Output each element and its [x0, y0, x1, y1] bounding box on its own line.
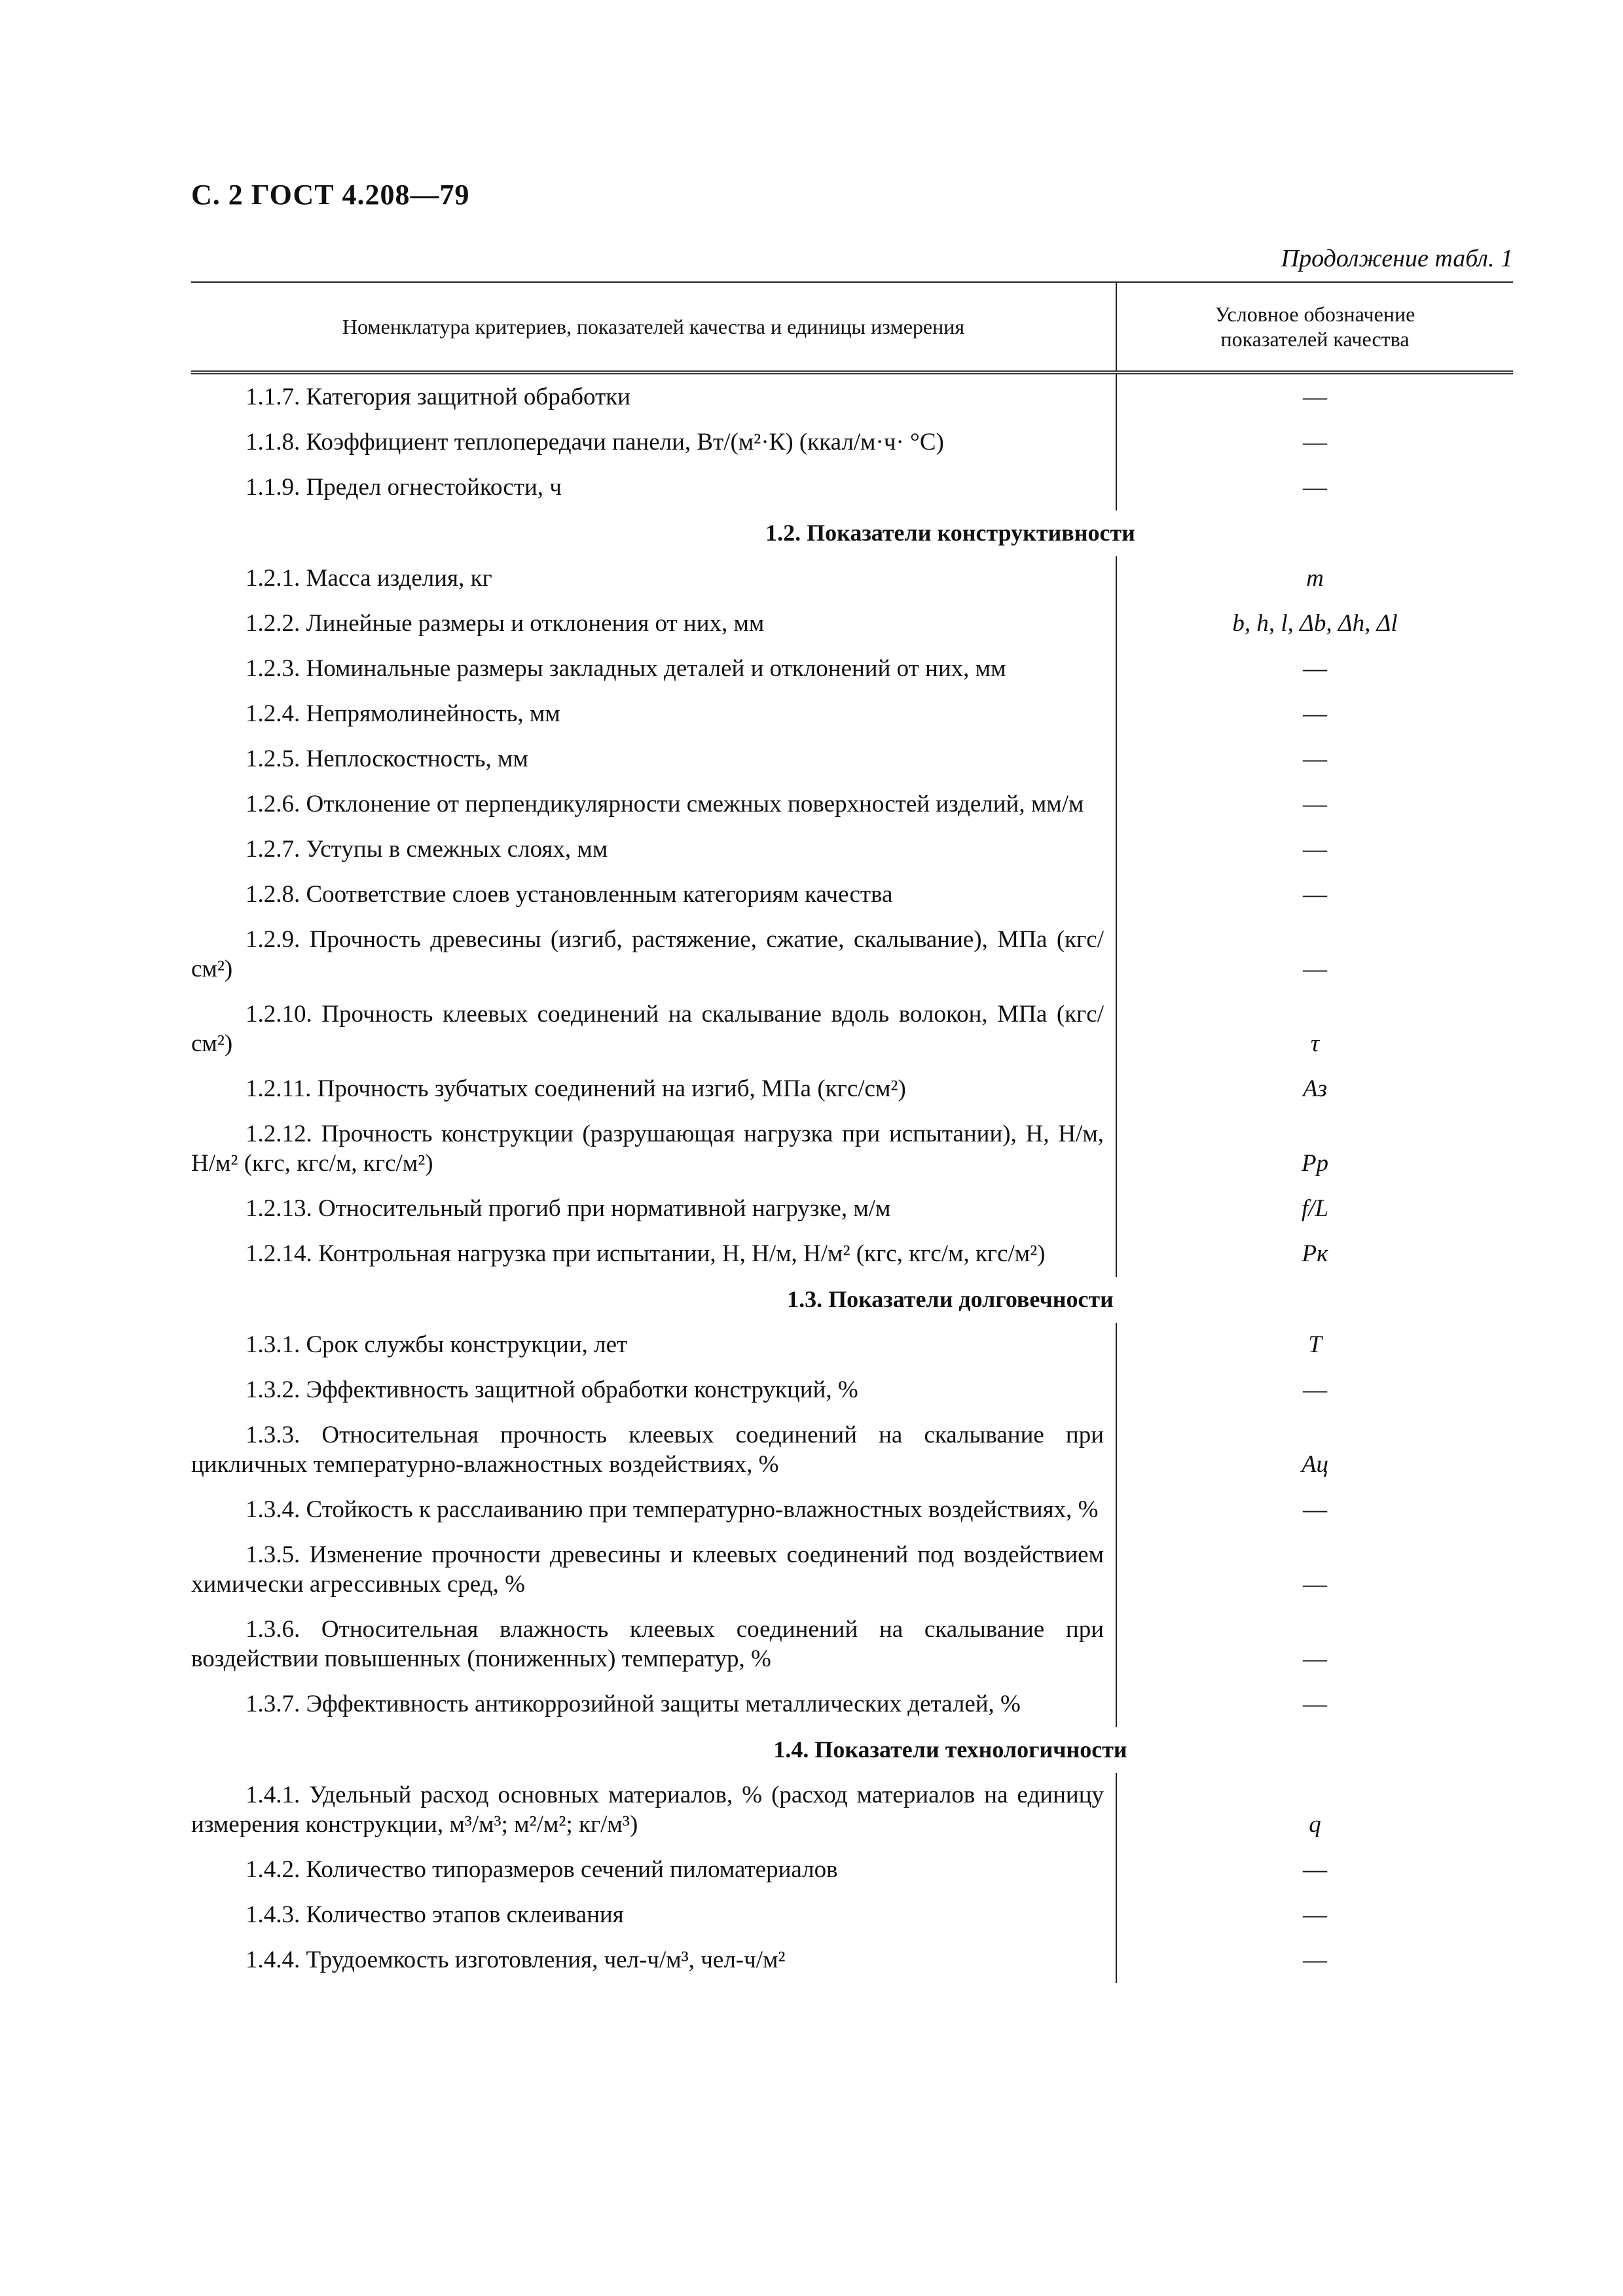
indicator-name-cell	[191, 1773, 1116, 1848]
indicator-name-cell	[191, 647, 1116, 692]
indicator-name: 1.2.6. Отклонение от перпендикулярности смежных поверхностей изделий, мм/м	[246, 791, 1084, 817]
quality-indicators-table	[191, 281, 1513, 1983]
indicator-name: 1.2.13. Относительный прогиб при нормативной нагрузке, м/м	[246, 1195, 891, 1222]
indicator-name-cell	[191, 1323, 1116, 1368]
indicator-name: 1.3.7. Эффективность антикоррозийной защиты металлических деталей, %	[246, 1691, 1021, 1717]
table-row	[191, 1533, 1513, 1607]
indicator-name: 1.4.2. Количество типоразмеров сечений пиломатериалов	[246, 1856, 838, 1883]
indicator-name: 1.4.1. Удельный расход основных материалов, % (расход материалов на единицу измерения конструкции, м³/м³; м²/м²; кг/м³)	[191, 1782, 1104, 1838]
indicator-symbol: —	[1303, 655, 1327, 682]
table-row	[191, 872, 1513, 918]
indicator-name: 1.3.1. Срок службы конструкции, лет	[246, 1331, 628, 1358]
indicator-symbol: Aз	[1302, 1075, 1328, 1102]
section-heading: 1.4. Показатели технологичности	[773, 1736, 1127, 1763]
indicator-name-cell	[191, 1682, 1116, 1727]
indicator-symbol: b, h, l, Δb, Δh, Δl	[1232, 610, 1398, 637]
table-row	[191, 1893, 1513, 1938]
indicator-symbol: τ	[1310, 1030, 1320, 1057]
indicator-name: 1.3.5. Изменение прочности древесины и клеевых соединений под воздействием химически агрессивных сред, %	[191, 1541, 1104, 1598]
indicator-name: 1.2.9. Прочность древесины (изгиб, растяжение, сжатие, скалывание), МПа (кгс/см²)	[191, 926, 1104, 982]
indicator-name-cell	[191, 782, 1116, 827]
column-header-nomenclature: Номенклатура критериев, показателей качества и единицы измерения	[191, 282, 1116, 372]
section-heading-row	[191, 511, 1513, 556]
table-row	[191, 1112, 1513, 1187]
indicator-name-cell	[191, 601, 1116, 647]
indicator-symbol: Pк	[1302, 1240, 1328, 1267]
indicator-name: 1.2.3. Номинальные размеры закладных деталей и отклонений от них, мм	[246, 655, 1006, 682]
table-row	[191, 1232, 1513, 1277]
indicator-name: 1.3.3. Относительная прочность клеевых соединений на скалывание при цикличных температурно-влажностных воздействиях, %	[191, 1422, 1104, 1478]
indicator-symbol: —	[1303, 429, 1327, 456]
table-row	[191, 556, 1513, 601]
table-row	[191, 465, 1513, 511]
indicator-name-cell	[191, 1232, 1116, 1277]
indicator-symbol: —	[1303, 1856, 1327, 1883]
indicator-name-cell	[191, 1067, 1116, 1112]
table-row	[191, 647, 1513, 692]
indicator-symbol: —	[1303, 384, 1327, 410]
table-row	[191, 1848, 1513, 1893]
indicator-symbol: —	[1303, 881, 1327, 908]
table-row	[191, 1413, 1513, 1488]
indicator-name-cell	[191, 1848, 1116, 1893]
indicator-symbol: —	[1303, 1645, 1327, 1672]
indicator-name: 1.2.7. Уступы в смежных слоях, мм	[246, 836, 608, 863]
indicator-name-cell	[191, 465, 1116, 511]
indicator-symbol: —	[1303, 1571, 1327, 1598]
page-title: С. 2 ГОСТ 4.208—79	[191, 179, 470, 211]
indicator-symbol: T	[1308, 1331, 1322, 1358]
indicator-name-cell	[191, 827, 1116, 872]
table-row	[191, 782, 1513, 827]
indicator-name-cell	[191, 1533, 1116, 1607]
indicator-name-cell	[191, 420, 1116, 465]
indicator-name: 1.2.1. Масса изделия, кг	[246, 565, 492, 592]
indicator-symbol: —	[1303, 1691, 1327, 1717]
indicator-name-cell	[191, 692, 1116, 737]
indicator-symbol: —	[1303, 700, 1327, 727]
indicator-symbol: q	[1309, 1811, 1321, 1838]
indicator-symbol: —	[1303, 745, 1327, 772]
table-row	[191, 1938, 1513, 1983]
table-row	[191, 692, 1513, 737]
indicator-name: 1.2.10. Прочность клеевых соединений на скалывание вдоль волокон, МПа (кгс/см²)	[191, 1001, 1104, 1057]
indicator-name: 1.2.14. Контрольная нагрузка при испытании, Н, Н/м, Н/м² (кгс, кгс/м, кгс/м²)	[246, 1240, 1046, 1267]
indicator-name-cell	[191, 372, 1116, 420]
indicator-name-cell	[191, 1413, 1116, 1488]
table-row	[191, 420, 1513, 465]
indicator-symbol: —	[1303, 791, 1327, 817]
indicator-name-cell	[191, 737, 1116, 782]
indicator-name-cell	[191, 872, 1116, 918]
indicator-name: 1.2.12. Прочность конструкции (разрушающая нагрузка при испытании), Н, Н/м, Н/м² (кгс, кгс/м, кгс/м²)	[191, 1121, 1104, 1177]
indicator-name: 1.3.6. Относительная влажность клеевых соединений на скалывание при воздействии повышенных (пониженных) температур, %	[191, 1616, 1104, 1672]
column-header-symbol	[1116, 282, 1513, 372]
indicator-name: 1.4.3. Количество этапов склеивания	[246, 1901, 624, 1928]
table-row	[191, 737, 1513, 782]
table-continuation-label: Продолжение табл. 1	[1281, 245, 1513, 272]
indicator-name-cell	[191, 1488, 1116, 1533]
section-heading-row	[191, 1277, 1513, 1323]
indicator-name-cell	[191, 992, 1116, 1067]
indicator-name: 1.4.4. Трудоемкость изготовления, чел-ч/м³, чел-ч/м²	[246, 1946, 786, 1973]
table-row	[191, 1607, 1513, 1682]
indicator-name: 1.2.2. Линейные размеры и отклонения от них, мм	[246, 610, 765, 637]
indicator-name-cell	[191, 1938, 1116, 1983]
indicator-symbol: —	[1303, 1376, 1327, 1403]
indicator-symbol: —	[1303, 836, 1327, 863]
indicator-name: 1.1.9. Предел огнестойкости, ч	[246, 474, 562, 501]
indicator-symbol: f/L	[1301, 1195, 1329, 1222]
table-row	[191, 1187, 1513, 1232]
table-row	[191, 1682, 1513, 1727]
indicator-symbol: —	[1303, 1946, 1327, 1973]
table-row	[191, 1773, 1513, 1848]
table-row	[191, 992, 1513, 1067]
indicator-name-cell	[191, 1607, 1116, 1682]
table-row	[191, 918, 1513, 992]
table-row	[191, 601, 1513, 647]
indicator-name: 1.2.8. Соответствие слоев установленным категориям качества	[246, 881, 893, 908]
section-heading: 1.3. Показатели долговечности	[787, 1286, 1114, 1312]
indicator-name: 1.2.5. Неплоскостность, мм	[246, 745, 528, 772]
indicator-symbol: —	[1303, 956, 1327, 982]
table-row	[191, 372, 1513, 420]
indicator-name: 1.3.4. Стойкость к расслаиванию при температурно-влажностных воздействиях, %	[246, 1496, 1099, 1523]
indicator-name: 1.3.2. Эффективность защитной обработки конструкций, %	[246, 1376, 858, 1403]
table-body	[191, 372, 1513, 1983]
indicator-name-cell	[191, 556, 1116, 601]
indicator-symbol: —	[1303, 1496, 1327, 1523]
indicator-name: 1.2.4. Непрямолинейность, мм	[246, 700, 560, 727]
indicator-symbol: —	[1303, 474, 1327, 501]
indicator-symbol: Aц	[1301, 1451, 1329, 1478]
indicator-name-cell	[191, 918, 1116, 992]
table-row	[191, 1368, 1513, 1413]
indicator-symbol: m	[1306, 565, 1324, 592]
indicator-symbol: —	[1303, 1901, 1327, 1928]
section-heading-row	[191, 1727, 1513, 1773]
table-row	[191, 1488, 1513, 1533]
indicator-name: 1.1.7. Категория защитной обработки	[246, 384, 630, 410]
column-header-symbol-text: Условное обозначение показателей качества	[1214, 302, 1415, 351]
indicator-name: 1.2.11. Прочность зубчатых соединений на изгиб, МПа (кгс/см²)	[246, 1075, 906, 1102]
table-row	[191, 1323, 1513, 1368]
indicator-name: 1.1.8. Коэффициент теплопередачи панели, Вт/(м²·К) (ккал/м·ч· °С)	[246, 429, 944, 456]
indicator-symbol: Pр	[1301, 1150, 1329, 1177]
indicator-name-cell	[191, 1187, 1116, 1232]
table-row	[191, 827, 1513, 872]
indicator-name-cell	[191, 1893, 1116, 1938]
section-heading: 1.2. Показатели конструктивности	[765, 520, 1135, 546]
indicator-name-cell	[191, 1112, 1116, 1187]
table-row	[191, 1067, 1513, 1112]
indicator-name-cell	[191, 1368, 1116, 1413]
